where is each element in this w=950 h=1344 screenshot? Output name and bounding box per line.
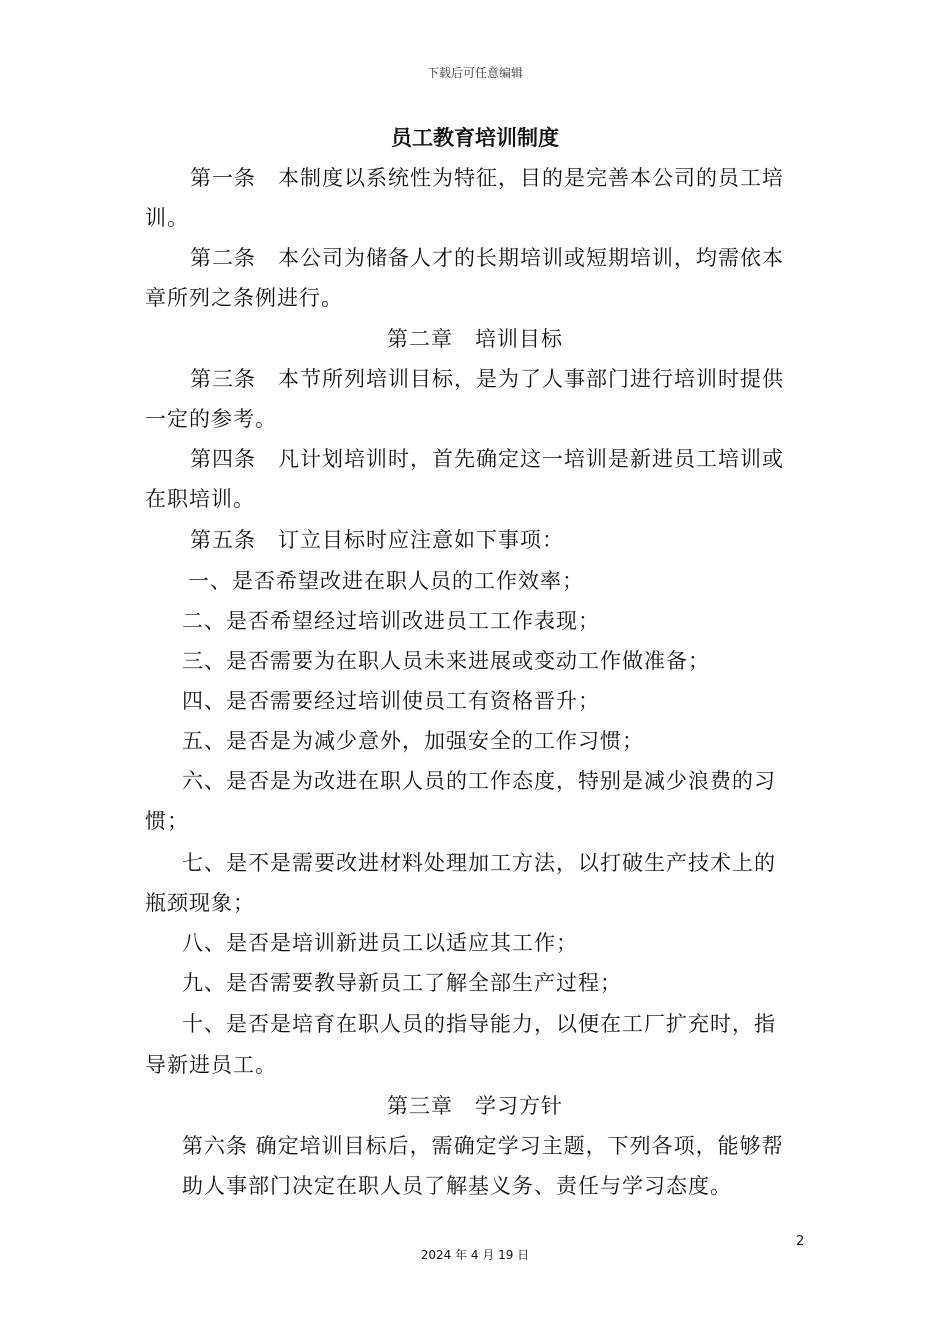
chapter-3-heading: 第三章 学习方针	[387, 1094, 563, 1118]
item-8: 八、是否是培训新进员工以适应其工作；	[182, 931, 578, 955]
item-10-line-2: 导新进员工。	[145, 1053, 277, 1077]
item-9: 九、是否需要教导新员工了解全部生产过程；	[182, 971, 622, 995]
article-4-line-1: 第四条 凡计划培训时，首先确定这一培训是新进员工培训或	[190, 447, 784, 471]
chapter-2-heading: 第二章 培训目标	[387, 327, 563, 351]
article-1-line-1: 第一条 本制度以系统性为特征，目的是完善本公司的员工培	[190, 166, 784, 190]
item-2: 二、是否希望经过培训改进员工工作表现；	[182, 609, 600, 633]
item-5: 五、是否是为减少意外，加强安全的工作习惯；	[182, 729, 644, 753]
article-1-line-2: 训。	[145, 206, 189, 230]
item-7-line-2: 瓶颈现象；	[145, 891, 255, 915]
article-5-line: 第五条 订立目标时应注意如下事项：	[190, 528, 564, 552]
document-title: 员工教育培训制度	[391, 125, 559, 150]
item-6-line-2: 惯；	[145, 809, 189, 833]
page-number: 2	[796, 1234, 805, 1249]
header-note: 下载后可任意编辑	[426, 66, 523, 80]
item-1: 一、是否希望改进在职人员的工作效率；	[188, 569, 584, 593]
item-4: 四、是否需要经过培训使员工有资格晋升；	[182, 689, 600, 713]
article-3-line-2: 一定的参考。	[145, 407, 277, 431]
article-4-line-2: 在职培训。	[145, 487, 255, 511]
item-7-line-1: 七、是不是需要改进材料处理加工方法，以打破生产技术上的	[182, 851, 776, 875]
footer-date: 2024 年 4 月 19 日	[420, 1248, 530, 1262]
item-3: 三、是否需要为在职人员未来进展或变动工作做准备；	[182, 649, 710, 673]
article-3-line-1: 第三条 本节所列培训目标，是为了人事部门进行培训时提供	[190, 367, 784, 391]
item-6-line-1: 六、是否是为改进在职人员的工作态度，特别是减少浪费的习	[182, 769, 776, 793]
article-2-line-1: 第二条 本公司为储备人才的长期培训或短期培训，均需依本	[190, 246, 784, 270]
article-6-line-1: 第六条 确定培训目标后，需确定学习主题，下列各项，能够帮	[182, 1134, 784, 1158]
article-6-line-2: 助人事部门决定在职人员了解基义务、责任与学习态度。	[182, 1174, 732, 1198]
article-2-line-2: 章所列之条例进行。	[145, 286, 343, 310]
item-10-line-1: 十、是否是培育在职人员的指导能力，以便在工厂扩充时，指	[182, 1012, 776, 1036]
